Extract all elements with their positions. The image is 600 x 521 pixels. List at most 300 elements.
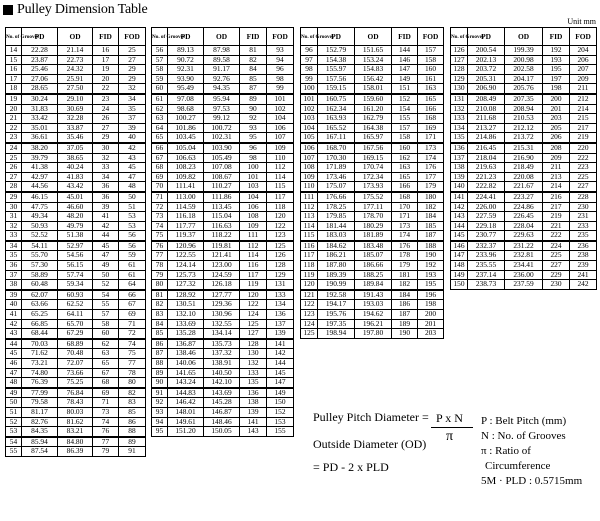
cell-grooves: 93: [152, 407, 168, 417]
cell-pd: 195.76: [318, 310, 355, 320]
cell-fod: 98: [267, 74, 294, 84]
cell-fid: 42: [93, 221, 119, 231]
cell-pd: 214.86: [468, 133, 505, 143]
cell-od: 46.60: [58, 202, 93, 212]
cell-od: 68.89: [58, 339, 93, 349]
cell-fod: 51: [119, 202, 146, 212]
cell-fod: 72: [119, 329, 146, 339]
cell-grooves: 74: [152, 221, 168, 231]
cell-od: 208.94: [505, 104, 543, 114]
cell-fod: 42: [119, 143, 146, 153]
cell-fid: 22: [93, 84, 119, 94]
cell-grooves: 61: [152, 94, 168, 104]
cell-fod: 241: [570, 270, 597, 280]
cell-fid: 114: [240, 251, 267, 261]
table-row: [301, 241, 444, 251]
cell-grooves: 134: [451, 123, 468, 133]
cell-od: 115.04: [204, 212, 240, 222]
cell-od: 183.48: [355, 241, 392, 251]
table-row: [6, 407, 146, 417]
cell-fid: 57: [93, 310, 119, 320]
cell-od: 43.42: [58, 182, 93, 192]
cell-pd: 55.70: [22, 251, 58, 261]
cell-fod: 236: [570, 241, 597, 251]
cell-fod: 125: [267, 241, 294, 251]
header-grooves: No. of Grooves: [451, 28, 468, 46]
cell-pd: 213.27: [468, 123, 505, 133]
cell-od: 95.94: [204, 94, 240, 104]
cell-fod: 206: [570, 55, 597, 65]
cell-fod: 239: [570, 261, 597, 271]
table-row: [6, 46, 146, 56]
cell-grooves: 132: [451, 104, 468, 114]
table-row: [6, 84, 146, 94]
cell-grooves: 73: [152, 212, 168, 222]
cell-od: 108.67: [204, 172, 240, 182]
cell-grooves: 110: [301, 182, 318, 192]
table-row: [152, 94, 294, 104]
cell-od: 140.50: [204, 368, 240, 378]
cell-fid: 98: [240, 153, 267, 163]
cell-fid: 168: [392, 192, 418, 202]
cell-fid: 211: [543, 163, 570, 173]
cell-pd: 114.59: [168, 202, 204, 212]
cell-fid: 217: [543, 202, 570, 212]
cell-grooves: 120: [301, 280, 318, 290]
cell-fid: 106: [240, 202, 267, 212]
cell-pd: 92.31: [168, 65, 204, 75]
cell-fid: 67: [93, 368, 119, 378]
cell-fid: 79: [93, 447, 119, 457]
table-row: [6, 261, 146, 271]
cell-od: 107.08: [204, 163, 240, 173]
cell-od: 151.65: [355, 46, 392, 56]
cell-fod: 147: [267, 378, 294, 388]
cell-grooves: 42: [6, 319, 22, 329]
cell-od: 21.14: [58, 46, 93, 56]
cell-fod: 177: [418, 172, 444, 182]
cell-pd: 84.35: [22, 427, 58, 437]
cell-grooves: 56: [152, 46, 168, 56]
table-row: [301, 46, 444, 56]
cell-od: 194.62: [355, 310, 392, 320]
cell-fod: 157: [418, 46, 444, 56]
cell-fid: 144: [392, 46, 418, 56]
cell-grooves: 43: [6, 329, 22, 339]
cell-od: 220.08: [505, 172, 543, 182]
header-fid: FID: [392, 28, 418, 46]
cell-pd: 68.44: [22, 329, 58, 339]
table-row: [152, 65, 294, 75]
cell-pd: 233.96: [468, 251, 505, 261]
cell-fid: 50: [93, 270, 119, 280]
cell-fod: 163: [418, 84, 444, 94]
table-row: [301, 192, 444, 202]
cell-grooves: 64: [152, 123, 168, 133]
cell-grooves: 117: [301, 251, 318, 261]
cell-fod: 66: [119, 290, 146, 300]
cell-grooves: 48: [6, 378, 22, 388]
cell-fod: 144: [267, 359, 294, 369]
cell-fid: 23: [93, 94, 119, 104]
cell-grooves: 83: [152, 310, 168, 320]
cell-od: 33.87: [58, 123, 93, 133]
cell-fod: 196: [418, 290, 444, 300]
cell-od: 145.28: [204, 398, 240, 408]
cell-pd: 31.83: [22, 104, 58, 114]
cell-od: 167.56: [355, 143, 392, 153]
cell-fid: 112: [240, 241, 267, 251]
cell-fod: 219: [570, 133, 597, 143]
cell-grooves: 78: [152, 261, 168, 271]
cell-grooves: 33: [6, 231, 22, 241]
table-row: [301, 231, 444, 241]
cell-od: 72.07: [58, 359, 93, 369]
cell-od: 100.72: [204, 123, 240, 133]
cell-fid: 87: [240, 84, 267, 94]
cell-fid: 111: [240, 231, 267, 241]
cell-grooves: 44: [6, 339, 22, 349]
cell-grooves: 55: [6, 447, 22, 457]
cell-grooves: 62: [152, 104, 168, 114]
table-row: [301, 212, 444, 222]
header-grooves: No. of Grooves: [301, 28, 318, 46]
cell-grooves: 148: [451, 261, 468, 271]
cell-fod: 47: [119, 172, 146, 182]
cell-pd: 170.30: [318, 153, 355, 163]
cell-grooves: 138: [451, 163, 468, 173]
header-od: OD: [355, 28, 392, 46]
cell-od: 188.25: [355, 270, 392, 280]
cell-fod: 109: [267, 143, 294, 153]
cell-pd: 49.34: [22, 212, 58, 222]
cell-grooves: 21: [6, 114, 22, 124]
cell-grooves: 24: [6, 143, 22, 153]
cell-fid: 162: [392, 153, 418, 163]
cell-grooves: 101: [301, 94, 318, 104]
cell-od: 205.76: [505, 84, 543, 94]
table-row: [451, 65, 597, 75]
cell-fid: 47: [93, 251, 119, 261]
cell-fid: 163: [392, 163, 418, 173]
cell-fid: 158: [392, 133, 418, 143]
cell-fid: 203: [543, 114, 570, 124]
table-row: [6, 290, 146, 300]
formula-numerator: P x N: [436, 411, 463, 425]
cell-od: 102.31: [204, 133, 240, 143]
cell-pd: 74.80: [22, 368, 58, 378]
table-row: [6, 329, 146, 339]
cell-pd: 179.85: [318, 212, 355, 222]
cell-fod: 64: [119, 280, 146, 290]
cell-grooves: 34: [6, 241, 22, 251]
cell-fod: 165: [418, 94, 444, 104]
cell-fod: 215: [570, 114, 597, 124]
cell-fod: 190: [418, 251, 444, 261]
cell-od: 126.18: [204, 280, 240, 290]
cell-fid: 76: [93, 427, 119, 437]
table-row: [451, 163, 597, 173]
cell-od: 116.63: [204, 221, 240, 231]
cell-fod: 185: [418, 221, 444, 231]
cell-od: 148.46: [204, 417, 240, 427]
cell-grooves: 128: [451, 65, 468, 75]
cell-pd: 163.93: [318, 114, 355, 124]
cell-grooves: 52: [6, 417, 22, 427]
table-row: [152, 359, 294, 369]
cell-od: 129.36: [204, 300, 240, 310]
cell-pd: 151.20: [168, 427, 204, 437]
cell-od: 228.04: [505, 221, 543, 231]
cell-fod: 117: [267, 192, 294, 202]
cell-grooves: 90: [152, 378, 168, 388]
cell-grooves: 23: [6, 133, 22, 143]
table-row: [6, 182, 146, 192]
cell-fod: 74: [119, 339, 146, 349]
cell-fid: 109: [240, 221, 267, 231]
cell-grooves: 47: [6, 368, 22, 378]
cell-fid: 221: [543, 221, 570, 231]
cell-fid: 219: [543, 212, 570, 222]
table-row: [6, 310, 146, 320]
cell-od: 232.81: [505, 251, 543, 261]
cell-od: 237.59: [505, 280, 543, 290]
cell-grooves: 37: [6, 270, 22, 280]
cell-grooves: 139: [451, 172, 468, 182]
cell-od: 223.27: [505, 192, 543, 202]
cell-pd: 109.82: [168, 172, 204, 182]
cell-fod: 171: [418, 133, 444, 143]
od-label: Outside Diameter (OD): [313, 437, 427, 451]
cell-grooves: 75: [152, 231, 168, 241]
cell-pd: 111.41: [168, 182, 204, 192]
legend-grooves: N : No. of Grooves: [481, 430, 566, 442]
cell-fid: 103: [240, 182, 267, 192]
cell-fod: 217: [570, 123, 597, 133]
cell-fid: 200: [543, 94, 570, 104]
cell-od: 97.53: [204, 104, 240, 114]
cell-pd: 127.32: [168, 280, 204, 290]
cell-fid: 230: [543, 280, 570, 290]
cell-fid: 92: [240, 114, 267, 124]
cell-od: 197.80: [355, 329, 392, 339]
cell-pd: 130.51: [168, 300, 204, 310]
cell-pd: 141.65: [168, 368, 204, 378]
table-row: [152, 143, 294, 153]
cell-pd: 194.17: [318, 300, 355, 310]
cell-grooves: 136: [451, 143, 468, 153]
cell-fod: 61: [119, 261, 146, 271]
cell-pd: 105.04: [168, 143, 204, 153]
cell-fod: 145: [267, 368, 294, 378]
cell-fid: 17: [93, 55, 119, 65]
cell-od: 24.32: [58, 65, 93, 75]
cell-pd: 42.97: [22, 172, 58, 182]
cell-od: 76.84: [58, 388, 93, 398]
cell-pd: 106.63: [168, 153, 204, 163]
cell-pd: 119.37: [168, 231, 204, 241]
cell-fod: 161: [418, 74, 444, 84]
cell-grooves: 87: [152, 349, 168, 359]
cell-fod: 89: [119, 437, 146, 447]
cell-fod: 187: [418, 231, 444, 241]
cell-fid: 189: [392, 319, 418, 329]
cell-grooves: 121: [301, 290, 318, 300]
cell-od: 170.74: [355, 163, 392, 173]
table-row: [152, 133, 294, 143]
cell-pd: 125.73: [168, 270, 204, 280]
cell-grooves: 149: [451, 270, 468, 280]
cell-od: 172.34: [355, 172, 392, 182]
cell-pd: 144.83: [168, 388, 204, 398]
cell-od: 78.43: [58, 398, 93, 408]
cell-od: 94.35: [204, 84, 240, 94]
cell-fid: 128: [240, 339, 267, 349]
table-row: [6, 378, 146, 388]
cell-fid: 101: [240, 172, 267, 182]
cell-od: 62.52: [58, 300, 93, 310]
cell-fod: 40: [119, 133, 146, 143]
cell-fod: 82: [119, 388, 146, 398]
cell-fid: 63: [93, 349, 119, 359]
cell-od: 215.31: [505, 143, 543, 153]
cell-od: 118.22: [204, 231, 240, 241]
cell-pd: 33.42: [22, 114, 58, 124]
cell-fod: 118: [267, 202, 294, 212]
cell-od: 25.91: [58, 74, 93, 84]
cell-od: 113.45: [204, 202, 240, 212]
cell-grooves: 94: [152, 417, 168, 427]
cell-fod: 174: [418, 153, 444, 163]
cell-od: 70.48: [58, 349, 93, 359]
cell-grooves: 20: [6, 104, 22, 114]
cell-fod: 209: [570, 74, 597, 84]
cell-pd: 181.44: [318, 221, 355, 231]
cell-grooves: 39: [6, 290, 22, 300]
cell-pd: 93.90: [168, 74, 204, 84]
cell-fod: 53: [119, 212, 146, 222]
cell-grooves: 54: [6, 437, 22, 447]
table-row: [451, 261, 597, 271]
cell-fid: 104: [240, 192, 267, 202]
cell-pd: 23.87: [22, 55, 58, 65]
cell-pd: 216.45: [468, 143, 505, 153]
cell-pd: 58.89: [22, 270, 58, 280]
cell-grooves: 97: [301, 55, 318, 65]
cell-fid: 208: [543, 143, 570, 153]
cell-od: 229.63: [505, 231, 543, 241]
cell-pd: 162.34: [318, 104, 355, 114]
cell-grooves: 77: [152, 251, 168, 261]
cell-od: 236.00: [505, 270, 543, 280]
table-row: [301, 84, 444, 94]
cell-od: 83.21: [58, 427, 93, 437]
cell-grooves: 145: [451, 231, 468, 241]
table-row: [6, 133, 146, 143]
cell-pd: 230.77: [468, 231, 505, 241]
cell-fid: 197: [543, 74, 570, 84]
cell-fid: 33: [93, 163, 119, 173]
cell-fid: 117: [240, 270, 267, 280]
table-row: [6, 65, 146, 75]
cell-fod: 211: [570, 84, 597, 94]
cell-fid: 90: [240, 104, 267, 114]
cell-fid: 136: [240, 388, 267, 398]
cell-pd: 173.46: [318, 172, 355, 182]
cell-fod: 122: [267, 221, 294, 231]
cell-fid: 152: [392, 94, 418, 104]
cell-fod: 53: [119, 221, 146, 231]
cell-od: 199.39: [505, 46, 543, 56]
cell-grooves: 133: [451, 114, 468, 124]
cell-fod: 88: [119, 427, 146, 437]
cell-fid: 100: [240, 163, 267, 173]
cell-od: 99.12: [204, 114, 240, 124]
cell-od: 119.81: [204, 241, 240, 251]
cell-fid: 155: [392, 114, 418, 124]
cell-od: 111.86: [204, 192, 240, 202]
cell-pd: 44.56: [22, 182, 58, 192]
cell-od: 212.12: [505, 123, 543, 133]
cell-od: 64.11: [58, 310, 93, 320]
cell-od: 60.93: [58, 290, 93, 300]
cell-pd: 146.42: [168, 398, 204, 408]
cell-od: 153.24: [355, 55, 392, 65]
cell-grooves: 35: [6, 251, 22, 261]
cell-od: 27.50: [58, 84, 93, 94]
cell-od: 191.43: [355, 290, 392, 300]
cell-pd: 113.00: [168, 192, 204, 202]
cell-od: 193.03: [355, 300, 392, 310]
cell-fid: 224: [543, 241, 570, 251]
cell-fod: 184: [418, 212, 444, 222]
cell-pd: 155.97: [318, 65, 355, 75]
cell-grooves: 69: [152, 172, 168, 182]
table-header-row: [301, 28, 444, 46]
cell-pd: 27.06: [22, 74, 58, 84]
cell-fod: 91: [119, 447, 146, 457]
cell-pd: 211.68: [468, 114, 505, 124]
legend-belt-pitch: P : Belt Pitch (mm): [481, 415, 567, 427]
cell-grooves: 82: [152, 300, 168, 310]
cell-pd: 117.77: [168, 221, 204, 231]
cell-pd: 62.07: [22, 290, 58, 300]
cell-fid: 29: [93, 133, 119, 143]
table-row: [152, 280, 294, 290]
cell-grooves: 100: [301, 84, 318, 94]
table-row: [152, 378, 294, 388]
cell-od: 178.70: [355, 212, 392, 222]
cell-fid: 182: [392, 280, 418, 290]
cell-pd: 81.17: [22, 407, 58, 417]
table-row: [152, 407, 294, 417]
cell-fod: 153: [267, 417, 294, 427]
cell-od: 173.93: [355, 182, 392, 192]
cell-od: 38.65: [58, 153, 93, 163]
cell-fod: 225: [570, 172, 597, 182]
cell-fod: 160: [418, 65, 444, 75]
cell-od: 156.42: [355, 74, 392, 84]
cell-grooves: 103: [301, 114, 318, 124]
cell-grooves: 98: [301, 65, 318, 75]
cell-fod: 231: [570, 212, 597, 222]
cell-fid: 124: [240, 310, 267, 320]
cell-grooves: 107: [301, 153, 318, 163]
cell-grooves: 65: [152, 133, 168, 143]
cell-grooves: 89: [152, 368, 168, 378]
cell-fid: 157: [392, 123, 418, 133]
fraction-bar: [431, 427, 473, 428]
